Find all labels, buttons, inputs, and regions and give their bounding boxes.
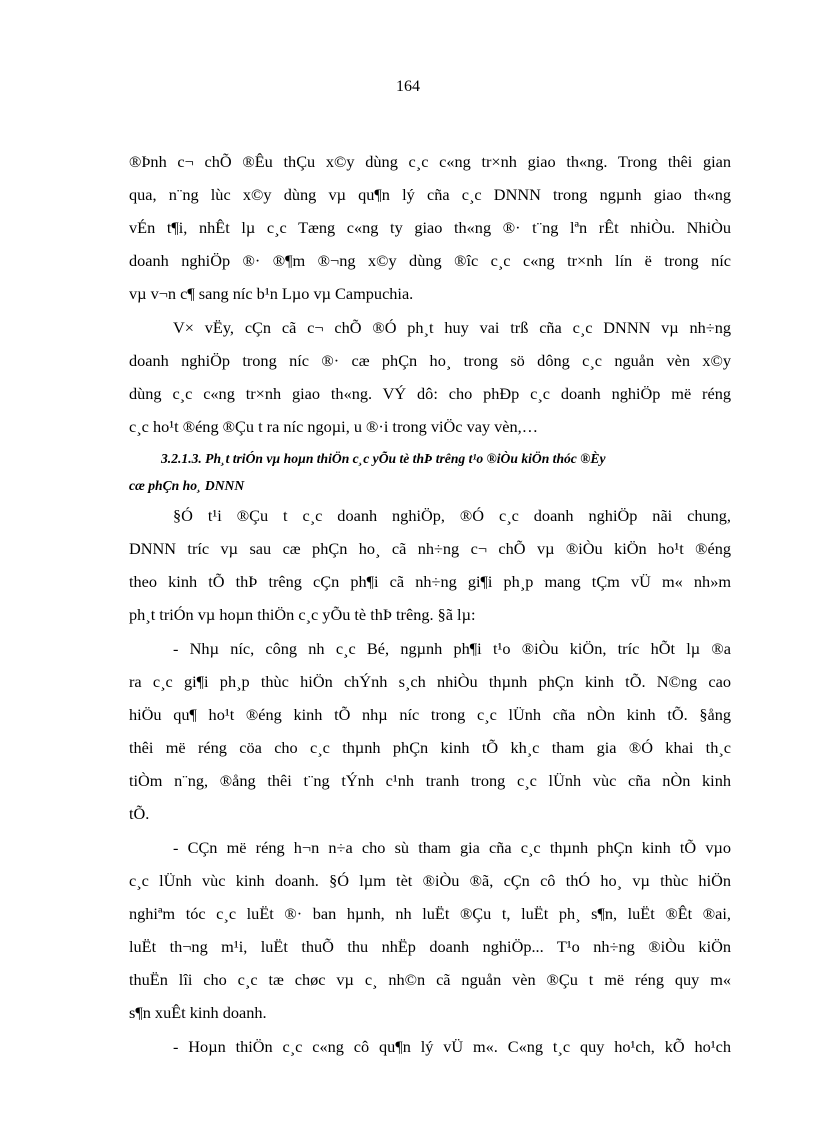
paragraph-line: hiÖu qu¶ ho¹t ®éng kinh tÕ nhµ níc trong c¸c lÜnh cña nÒn kinh tÕ. §ång — [129, 705, 731, 724]
paragraph-line: thuËn lîi cho c¸c tæ chøc vµ c¸ nh©n cã nguån vèn ®Çu t më réng quy m« — [129, 970, 731, 989]
paragraph-line: luËt th¬ng m¹i, luËt thuÕ thu nhËp doanh nghiÖp... T¹o nh÷ng ®iÒu kiÖn — [129, 937, 731, 956]
paragraph-line: dùng c¸c c«ng tr×nh giao th«ng. VÝ dô: cho phÐp c¸c doanh nghiÖp më réng — [129, 384, 731, 403]
paragraph-line: DNNN tríc vµ sau cæ phÇn ho¸ cã nh÷ng c¬ chÕ vµ ®iÒu kiÖn ho¹t ®éng — [129, 539, 731, 558]
paragraph-line: qua, n¨ng lùc x©y dùng vµ qu¶n lý cña c¸c DNNN trong ngµnh giao th«ng — [129, 185, 731, 204]
paragraph-line: theo kinh tÕ thÞ trêng cÇn ph¶i cã nh÷ng gi¶i ph¸p mang tÇm vÜ m« nh»m — [129, 572, 731, 591]
paragraph-line: tÕ. — [129, 804, 150, 823]
paragraph-line: doanh nghiÖp ®· ®¶m ®¬ng x©y dùng ®îc c¸c c«ng tr×nh lín ë trong níc — [129, 251, 731, 270]
page-number: 164 — [396, 78, 420, 95]
paragraph-line: thêi më réng cöa cho c¸c thµnh phÇn kinh tÕ kh¸c tham gia ®Ó khai th¸c — [129, 738, 731, 757]
paragraph-line: vµ v¬n c¶ sang níc b¹n Lµo vµ Campuchia. — [129, 284, 414, 303]
paragraph-line: nghiªm tóc c¸c luËt ®· ban hµnh, nh luËt ®Çu t, luËt ph¸ s¶n, luËt ®Êt ®ai, — [129, 904, 731, 923]
paragraph-line: c¸c ho¹t ®éng ®Çu t ra níc ngoµi, u ®·i trong viÖc vay vèn,… — [129, 417, 539, 436]
paragraph-line: V× vËy, cÇn cã c¬ chÕ ®Ó ph¸t huy vai trß cña c¸c DNNN vµ nh÷ng — [173, 318, 731, 337]
paragraph-line: s¶n xuÊt kinh doanh. — [129, 1003, 267, 1022]
paragraph-line: c¸c lÜnh vùc kinh doanh. §Ó lµm tèt ®iÒu ®ã, cÇn cô thÓ ho¸ vµ thùc hiÖn — [129, 871, 731, 890]
paragraph-line: doanh nghiÖp trong níc ®· cæ phÇn ho¸ trong sö dông c¸c nguån vèn x©y — [129, 351, 731, 370]
paragraph-line: tiÒm n¨ng, ®ång thêi t¨ng tÝnh c¹nh tranh trong c¸c lÜnh vùc cña nÒn kinh — [129, 771, 731, 790]
section-heading: cæ phÇn ho¸ DNNN — [129, 478, 245, 493]
section-heading: 3.2.1.3. Ph¸t triÓn vµ hoµn thiÖn c¸c yÕu tè thÞ trêng t¹o ®iÒu kiÖn thóc ®Èy — [161, 451, 606, 466]
paragraph-line: - Nhµ níc, công nh c¸c Bé, ngµnh ph¶i t¹o ®iÒu kiÖn, tríc hÕt lµ ®a — [173, 639, 731, 658]
paragraph-line: vÉn t¶i, nhÊt lµ c¸c Tæng c«ng ty giao th«ng ®· t¨ng lªn rÊt nhiÒu. NhiÒu — [129, 218, 731, 237]
paragraph-line: - Hoµn thiÖn c¸c c«ng cô qu¶n lý vÜ m«. C«ng t¸c quy ho¹ch, kÕ ho¹ch — [173, 1037, 731, 1056]
paragraph-line: ®Þnh c¬ chÕ ®Êu thÇu x©y dùng c¸c c«ng tr×nh giao th«ng. Trong thêi gian — [129, 152, 731, 171]
paragraph-line: §Ó t¹i ®Çu t c¸c doanh nghiÖp, ®Ó c¸c doanh nghiÖp nãi chung, — [173, 506, 731, 525]
paragraph-line: ph¸t triÓn vµ hoµn thiÖn c¸c yÕu tè thÞ trêng. §ã lµ: — [129, 605, 476, 624]
paragraph-line: - CÇn më réng h¬n n÷a cho sù tham gia cña c¸c thµnh phÇn kinh tÕ vµo — [173, 838, 731, 857]
paragraph-line: ra c¸c gi¶i ph¸p thùc hiÖn chÝnh s¸ch nhiÒu thµnh phÇn kinh tÕ. N©ng cao — [129, 672, 731, 691]
